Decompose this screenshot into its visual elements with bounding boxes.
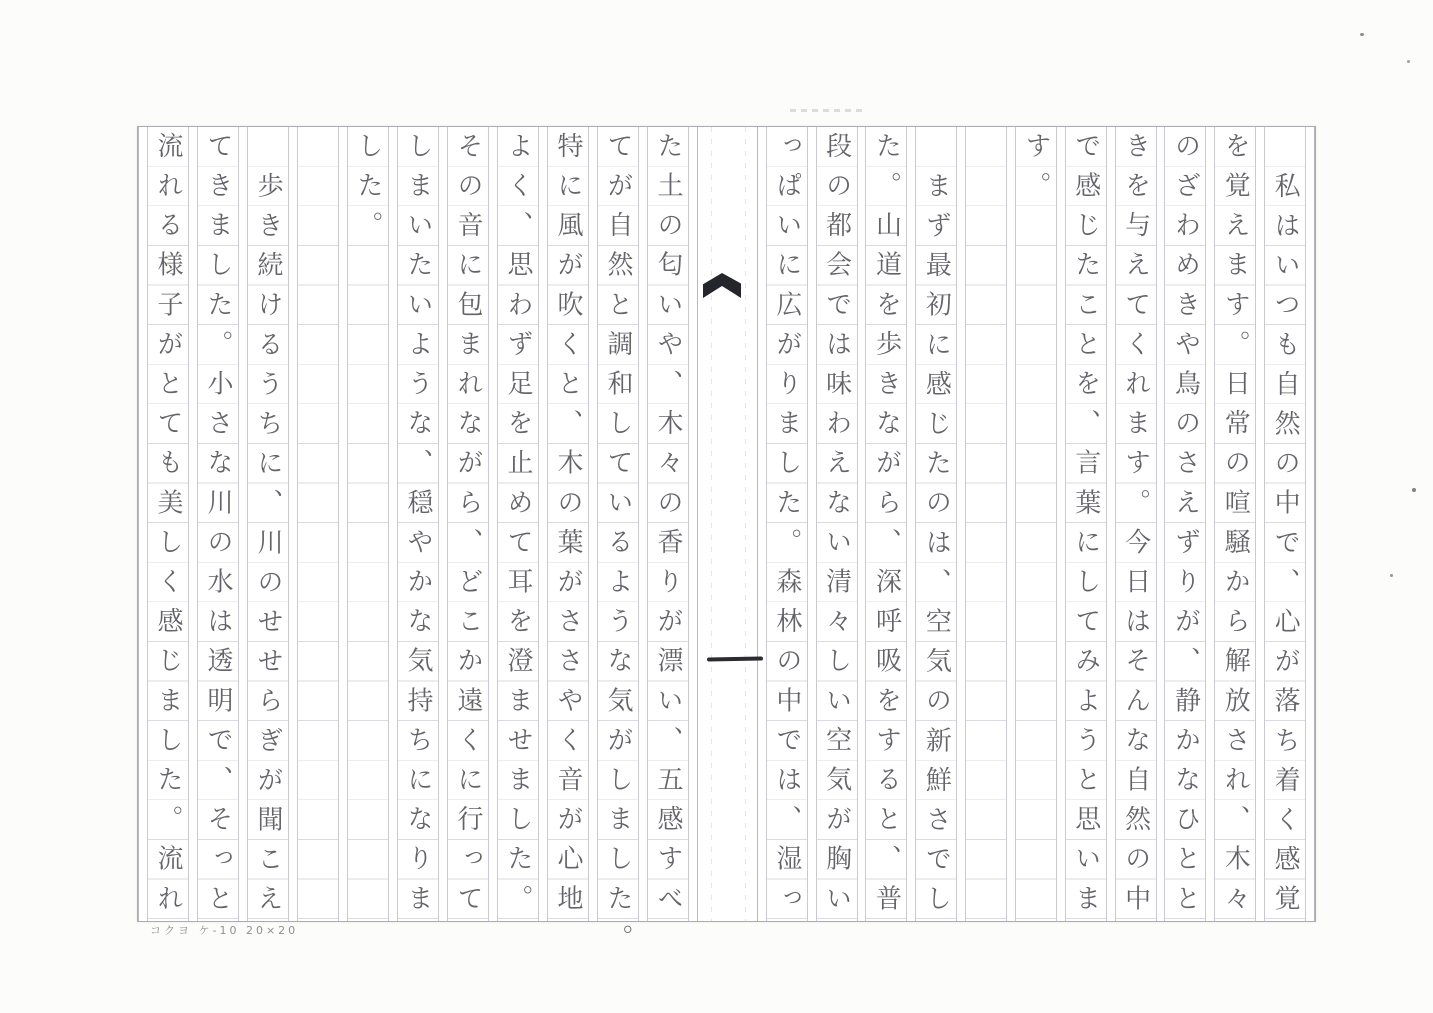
- binding-mark-icon: [707, 657, 763, 662]
- text-column: [397, 127, 439, 924]
- column-text: 段の都会では味わえない清々しい空気が胸い: [821, 132, 852, 924]
- scan-artifact: [790, 109, 862, 112]
- gutter-fold-line: [745, 127, 746, 921]
- column-text: しまいたいような、穏やかな気持ちになりま: [403, 132, 433, 924]
- text-column: [497, 127, 539, 924]
- column-text: した。: [353, 132, 383, 251]
- scan-speck: [1407, 60, 1410, 63]
- column-text: で感じたことを、言葉にしてみようと思いま: [1070, 132, 1101, 924]
- text-column: [915, 127, 957, 925]
- scan-speck: [1390, 574, 1393, 577]
- column-text: を覚えます。日常の喧騒から解放され、木々: [1220, 132, 1251, 924]
- column-text: 私はいつも自然の中で、心が落ち着く感覚: [1270, 172, 1301, 925]
- paper-brand-label: コクヨ ケ-10 20×20: [150, 924, 299, 937]
- text-column: [197, 127, 239, 924]
- text-column: [1015, 127, 1057, 921]
- column-text: てが自然と調和しているような気がしました。: [603, 132, 633, 964]
- column-text: てきました。小さな川の水は透明で、そっと: [203, 132, 233, 924]
- column-text: のざわめきや鳥のさえずりが、静かなひとと: [1170, 132, 1201, 924]
- text-column: [547, 127, 589, 924]
- text-column: [816, 127, 858, 924]
- text-column: [766, 127, 808, 924]
- scan-speck: [1360, 33, 1364, 36]
- scan-speck: [1412, 488, 1416, 492]
- text-column: [1264, 127, 1306, 925]
- empty-column: [297, 127, 339, 921]
- text-column: [247, 127, 289, 925]
- column-text: まず最初に感じたのは、空気の新鮮さでし: [921, 172, 952, 925]
- binding-mark-icon: [703, 273, 741, 298]
- text-column: [597, 127, 639, 964]
- text-column: [1065, 127, 1107, 924]
- column-text: た土の匂いや、木々の香りが漂い、五感すべ: [653, 132, 683, 924]
- text-column: [147, 127, 189, 924]
- text-column: [1164, 127, 1206, 924]
- empty-column: [965, 127, 1007, 921]
- column-text: っぱいに広がりました。森林の中では、湿っ: [771, 132, 802, 924]
- gutter-fold-line: [711, 127, 712, 921]
- text-column: [1115, 127, 1157, 924]
- text-column: [347, 127, 389, 921]
- text-column: [447, 127, 489, 924]
- text-column: [865, 127, 907, 924]
- column-text: 流れる様子がとても美しく感じました。流れ: [153, 132, 183, 924]
- column-text: た。山道を歩きながら、深呼吸をすると、普: [871, 132, 902, 924]
- column-text: よく、思わず足を止めて耳を澄ませました。: [503, 132, 533, 924]
- manuscript-page-right: [757, 127, 1315, 925]
- text-column: [647, 127, 689, 924]
- text-column: [1214, 127, 1256, 924]
- column-text: きを与えてくれます。今日はそんな自然の中: [1120, 132, 1151, 924]
- column-text: す。: [1020, 132, 1051, 212]
- column-text: 歩き続けるうちに、川のせせらぎが聞こえ: [253, 172, 283, 925]
- column-text: 特に風が吹くと、木の葉がささやく音が心地: [553, 132, 583, 924]
- column-text: その音に包まれながら、どこか遠くに行って: [453, 132, 483, 924]
